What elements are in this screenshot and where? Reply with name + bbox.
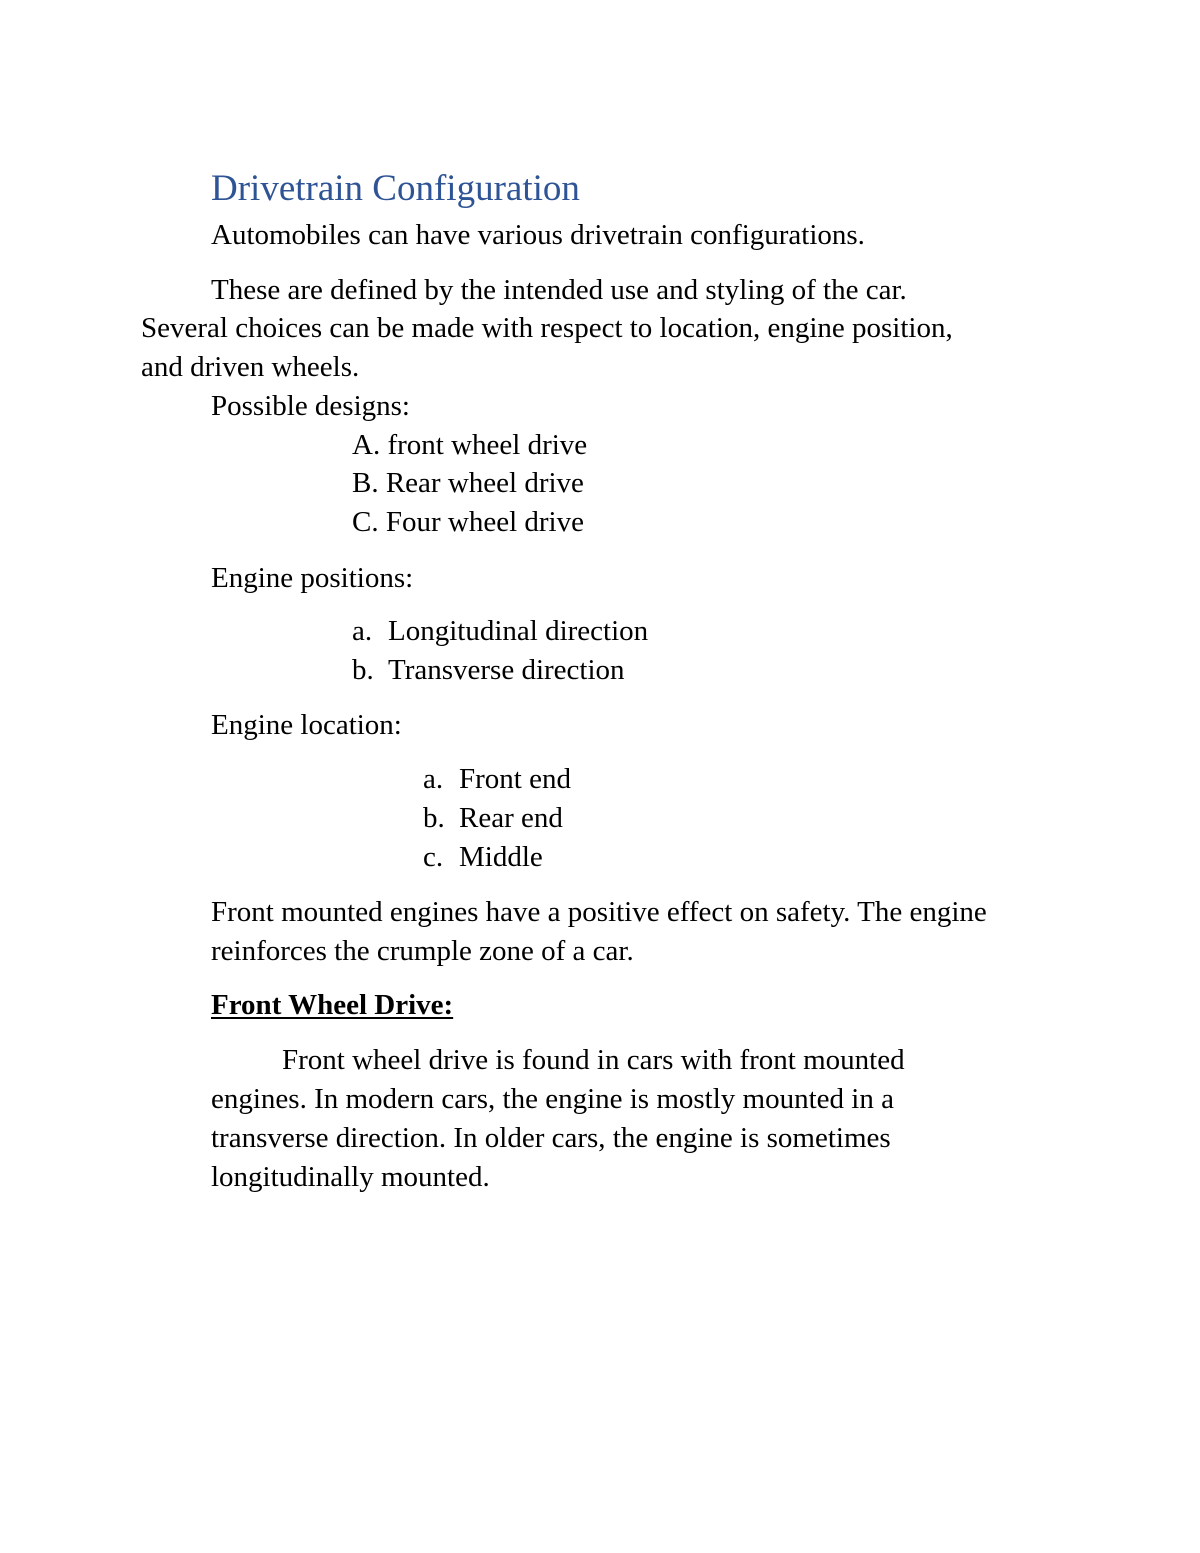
design-list-item	[352, 508, 584, 537]
fwd-paragraph-line-4: longitudinally mounted.	[211, 1161, 490, 1193]
list-marker: a.	[423, 763, 444, 795]
list-item-text: Front end	[459, 763, 571, 795]
definition-line-3: and driven wheels.	[141, 351, 360, 383]
safety-line-2: reinforces the crumple zone of a car.	[211, 935, 634, 967]
location-list-item	[423, 804, 563, 833]
list-item-text: Longitudinal direction	[388, 615, 649, 647]
engine-positions-label: Engine positions:	[211, 562, 414, 594]
possible-designs-label: Possible designs:	[211, 390, 410, 422]
list-marker: b.	[352, 654, 374, 686]
fwd-paragraph-line-2: engines. In modern cars, the engine is mostly mounted in a	[211, 1083, 894, 1115]
intro-text: Automobiles can have various drivetrain configurations.	[211, 219, 865, 251]
safety-line-1: Front mounted engines have a positive effect on safety. The engine	[211, 896, 987, 928]
front-wheel-drive-heading: Front Wheel Drive:	[211, 989, 454, 1021]
list-item-text: Rear end	[459, 802, 563, 834]
definition-line-1: These are defined by the intended use and styling of the car.	[211, 274, 907, 306]
position-list-item	[352, 617, 648, 646]
engine-location-label: Engine location:	[211, 709, 402, 741]
list-marker: c.	[423, 841, 444, 873]
fwd-paragraph-line-3: transverse direction. In older cars, the engine is sometimes	[211, 1122, 891, 1154]
list-marker: C.	[352, 506, 379, 538]
fwd-paragraph-line-1: Front wheel drive is found in cars with front mounted	[282, 1044, 905, 1076]
page-title: Drivetrain Configuration	[211, 168, 580, 209]
design-list-item	[352, 469, 584, 498]
list-marker: A.	[352, 429, 381, 461]
list-marker: B.	[352, 467, 379, 499]
location-list-item	[423, 843, 543, 872]
list-item-text: Transverse direction	[388, 654, 625, 686]
list-marker: a.	[352, 615, 373, 647]
definition-line-2: Several choices can be made with respect to location, engine position,	[141, 312, 953, 344]
list-item-text: front wheel drive	[387, 429, 588, 461]
list-marker: b.	[423, 802, 445, 834]
list-item-text: Four wheel drive	[385, 506, 584, 538]
list-item-text: Rear wheel drive	[385, 467, 584, 499]
design-list-item	[352, 431, 587, 460]
list-item-text: Middle	[459, 841, 543, 873]
location-list-item	[423, 765, 571, 794]
position-list-item	[352, 656, 625, 685]
